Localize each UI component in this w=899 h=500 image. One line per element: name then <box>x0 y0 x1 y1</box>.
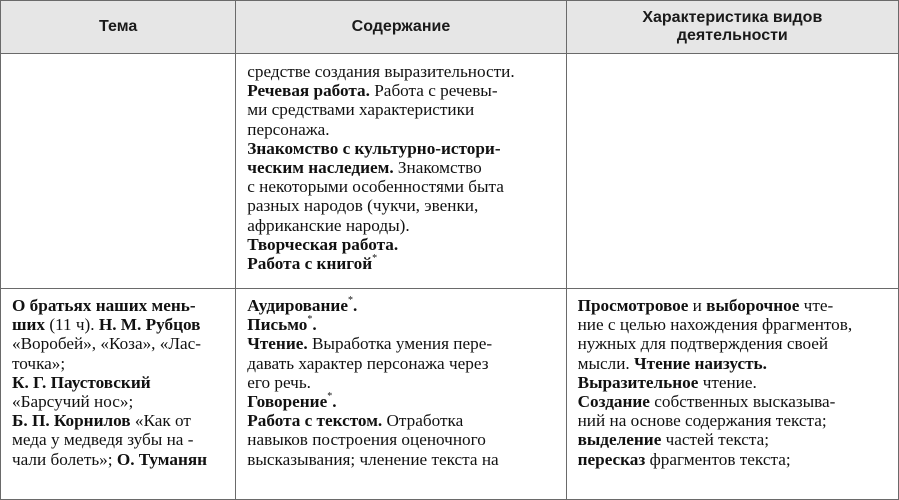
content-line: Работа с текстом. Отработка <box>247 411 464 431</box>
content-line: Аудирование*. <box>247 295 358 315</box>
header-topic: Тема <box>1 1 236 54</box>
content-line: Знакомство с культурно-истори- <box>247 138 501 158</box>
activity-line: Выразительное чтение. <box>577 372 757 392</box>
header-activity-line2: деятельности <box>676 27 788 44</box>
content-line: с некоторыми особенностями быта <box>247 177 504 197</box>
activity-line: выделение частей текста; <box>577 430 769 450</box>
topic-line: О братьях наших мень- <box>12 296 196 315</box>
topic-line: ших (11 ч). Н. М. Рубцов <box>12 315 201 335</box>
activity-line: пересказ фрагментов текста; <box>577 449 791 469</box>
topic-line: чали болеть»; О. Туманян <box>12 449 208 469</box>
header-content: Содержание <box>236 1 566 54</box>
activity-cell <box>566 289 898 500</box>
content-line: ческим наследием. Знакомство <box>247 158 482 178</box>
header-activity <box>566 1 898 54</box>
activity-line: Создание собственных высказыва- <box>577 392 836 412</box>
table-row <box>1 289 899 500</box>
footnote-mark: * <box>372 253 378 265</box>
content-line: его речь. <box>247 372 311 392</box>
header-activity-line1: Характеристика видов <box>642 9 823 26</box>
content-cell <box>236 54 566 289</box>
content-line: Говорение*. <box>247 391 337 412</box>
content-line: Письмо*. <box>247 314 317 335</box>
topic-line: К. Г. Паустовский <box>12 372 151 392</box>
content-line: Творческая работа. <box>247 234 399 254</box>
activity-line: Просмотровое и выборочное чте- <box>577 296 834 315</box>
topic-line: «Воробей», «Коза», «Лас- <box>12 334 202 354</box>
content-line: высказывания; членение текста на <box>247 449 499 469</box>
content-line: африканские народы). <box>247 215 410 235</box>
content-cell <box>236 289 566 500</box>
content-line: персонажа. <box>247 119 330 139</box>
content-line: Работа с книгой* <box>247 253 378 274</box>
topic-line: «Барсучий нос»; <box>12 392 134 412</box>
topic-line: точка»; <box>12 353 66 373</box>
content-line: Речевая работа. Работа с речевы- <box>247 81 498 101</box>
table-row <box>1 54 899 289</box>
header-row <box>1 1 899 54</box>
activity-line: ний на основе содержания текста; <box>577 411 827 431</box>
activity-line: ние с целью нахождения фрагментов, <box>577 315 853 335</box>
activity-line: нужных для подтверждения своей <box>577 334 829 354</box>
content-line: давать характер персонажа через <box>247 353 489 373</box>
content-line: средстве создания выразительности. <box>247 62 515 81</box>
topic-cell <box>1 289 236 500</box>
activity-cell-empty <box>566 54 898 289</box>
topic-line: Б. П. Корнилов «Как от <box>12 411 191 431</box>
footnote-mark: * <box>347 295 353 307</box>
topic-line: меда у медведя зубы на - <box>12 430 194 450</box>
content-line: Чтение. Выработка умения пере- <box>247 334 493 354</box>
topic-cell-empty <box>1 54 236 289</box>
content-line: ми средствами характеристики <box>247 100 475 120</box>
footnote-mark: * <box>327 391 333 403</box>
content-line: разных народов (чукчи, эвенки, <box>247 196 479 216</box>
footnote-mark: * <box>307 314 313 326</box>
content-line: навыков построения оценочного <box>247 430 486 450</box>
activity-line: мысли. Чтение наизусть. <box>577 353 767 373</box>
